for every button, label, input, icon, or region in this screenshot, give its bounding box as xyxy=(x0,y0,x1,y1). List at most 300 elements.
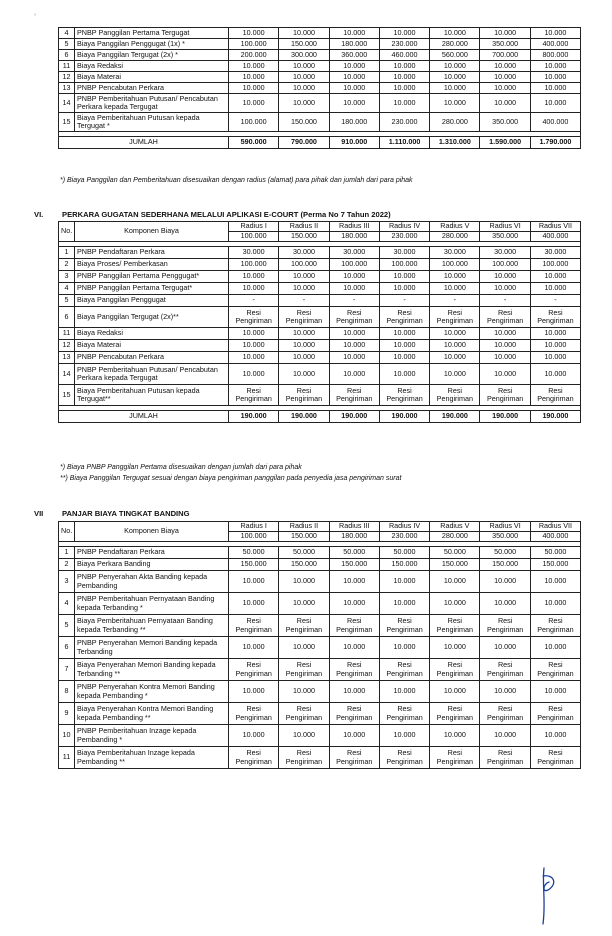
row-number: 12 xyxy=(59,340,75,352)
table-row xyxy=(59,703,581,725)
row-value: - xyxy=(480,295,530,307)
header-radius: Radius V xyxy=(430,222,480,232)
header-komponen: Komponen Biaya xyxy=(75,222,229,242)
row-number: 9 xyxy=(59,703,75,725)
row-value: 10.000 xyxy=(530,271,580,283)
table-header-row xyxy=(59,522,581,532)
fee-table-section-5 xyxy=(58,27,581,149)
row-value: 10.000 xyxy=(480,637,530,659)
header-radius-value: 150.000 xyxy=(279,232,329,242)
total-value: 190.000 xyxy=(329,411,379,423)
header-radius-value: 100.000 xyxy=(229,232,279,242)
row-value: 150.000 xyxy=(229,559,279,571)
row-number: 13 xyxy=(59,352,75,364)
row-value: 10.000 xyxy=(379,364,429,385)
row-komponen: PNBP Penyerahan Akta Banding kepada Pembanding xyxy=(75,571,229,593)
total-row xyxy=(59,137,581,149)
header-radius: Radius I xyxy=(229,522,279,532)
row-value: 10.000 xyxy=(229,593,279,615)
table-row xyxy=(59,352,581,364)
row-komponen: Biaya Proses/ Pemberkasan xyxy=(75,259,229,271)
row-value: 100.000 xyxy=(229,113,279,132)
row-number: 5 xyxy=(59,39,75,50)
header-radius-value: 280.000 xyxy=(430,232,480,242)
row-value: 10.000 xyxy=(329,681,379,703)
header-radius: Radius VII xyxy=(530,222,580,232)
row-komponen: Biaya Penyerahan Memori Banding kepada Terbanding ** xyxy=(75,659,229,681)
row-value: 50.000 xyxy=(379,547,429,559)
row-value: 800.000 xyxy=(530,50,580,61)
header-radius-value: 100.000 xyxy=(229,532,279,542)
row-value: 10.000 xyxy=(430,364,480,385)
row-value: Resi Pengiriman xyxy=(279,307,329,328)
row-komponen: Biaya Panggilan Penggugat xyxy=(75,295,229,307)
row-value: Resi Pengiriman xyxy=(530,659,580,681)
row-value: 10.000 xyxy=(430,61,480,72)
row-value: Resi Pengiriman xyxy=(480,307,530,328)
table-body xyxy=(59,28,581,149)
fee-table-section-6 xyxy=(58,221,581,423)
row-value: Resi Pengiriman xyxy=(229,307,279,328)
row-komponen: Biaya Panggilan Tergugat (2x) * xyxy=(75,50,229,61)
row-value: 10.000 xyxy=(279,94,329,113)
row-value: 10.000 xyxy=(379,681,429,703)
row-value: 30.000 xyxy=(530,247,580,259)
row-value: 350.000 xyxy=(480,39,530,50)
row-value: 10.000 xyxy=(430,340,480,352)
row-number: 13 xyxy=(59,83,75,94)
row-value: 10.000 xyxy=(329,72,379,83)
row-komponen: Biaya Pemberitahuan Inzage kepada Pembanding ** xyxy=(75,747,229,769)
header-radius-value: 280.000 xyxy=(430,532,480,542)
row-number: 6 xyxy=(59,50,75,61)
row-value: 10.000 xyxy=(379,94,429,113)
row-value: Resi Pengiriman xyxy=(329,703,379,725)
row-value: 10.000 xyxy=(480,593,530,615)
row-komponen: Biaya Pemberitahuan Putusan kepada Tergugat * xyxy=(75,113,229,132)
table-row xyxy=(59,364,581,385)
row-number: 4 xyxy=(59,593,75,615)
row-value: Resi Pengiriman xyxy=(229,385,279,406)
row-komponen: PNBP Pemberitahuan Putusan/ Pencabutan Perkara kepada Tergugat xyxy=(75,364,229,385)
row-value: 10.000 xyxy=(430,593,480,615)
row-value: 30.000 xyxy=(480,247,530,259)
row-value: Resi Pengiriman xyxy=(229,659,279,681)
row-komponen: PNBP Pencabutan Perkara xyxy=(75,352,229,364)
row-value: Resi Pengiriman xyxy=(329,659,379,681)
total-value: 190.000 xyxy=(430,411,480,423)
row-value: 10.000 xyxy=(480,328,530,340)
row-value: 30.000 xyxy=(279,247,329,259)
row-value: 230.000 xyxy=(379,113,429,132)
row-value: 10.000 xyxy=(329,593,379,615)
row-value: Resi Pengiriman xyxy=(329,615,379,637)
row-value: Resi Pengiriman xyxy=(229,703,279,725)
row-value: 10.000 xyxy=(379,593,429,615)
table-row xyxy=(59,83,581,94)
row-value: 10.000 xyxy=(279,637,329,659)
row-number: 14 xyxy=(59,94,75,113)
header-radius: Radius IV xyxy=(379,222,429,232)
row-value: 10.000 xyxy=(279,364,329,385)
row-value: Resi Pengiriman xyxy=(480,659,530,681)
row-number: 1 xyxy=(59,547,75,559)
row-komponen: PNBP Pendaftaran Perkara xyxy=(75,247,229,259)
row-value: 10.000 xyxy=(229,364,279,385)
table-row xyxy=(59,113,581,132)
header-radius: Radius VI xyxy=(480,222,530,232)
row-value: - xyxy=(379,295,429,307)
row-komponen: PNBP Pendaftaran Perkara xyxy=(75,547,229,559)
row-value: Resi Pengiriman xyxy=(279,385,329,406)
row-value: Resi Pengiriman xyxy=(279,659,329,681)
table-row xyxy=(59,571,581,593)
row-value: 50.000 xyxy=(329,547,379,559)
header-radius: Radius III xyxy=(329,222,379,232)
row-value: 10.000 xyxy=(279,352,329,364)
header-radius-value: 350.000 xyxy=(480,532,530,542)
row-value: 280.000 xyxy=(430,39,480,50)
row-value: 150.000 xyxy=(279,39,329,50)
table-row xyxy=(59,725,581,747)
header-radius-value: 230.000 xyxy=(379,232,429,242)
row-value: 10.000 xyxy=(530,83,580,94)
row-value: 10.000 xyxy=(430,637,480,659)
row-value: 10.000 xyxy=(530,593,580,615)
row-value: 50.000 xyxy=(480,547,530,559)
row-value: 10.000 xyxy=(229,94,279,113)
row-value: 100.000 xyxy=(530,259,580,271)
total-value: 1.790.000 xyxy=(530,137,580,149)
row-value: 10.000 xyxy=(379,72,429,83)
table-row xyxy=(59,94,581,113)
row-komponen: PNBP Pencabutan Perkara xyxy=(75,83,229,94)
table-row xyxy=(59,547,581,559)
row-value: 10.000 xyxy=(329,637,379,659)
footnote-1: *) Biaya PNBP Panggilan Pertama disesuaikan dengan jumlah dari para pihak xyxy=(60,464,302,471)
header-radius-value: 180.000 xyxy=(329,532,379,542)
row-number: 5 xyxy=(59,615,75,637)
row-value: 10.000 xyxy=(229,681,279,703)
row-value: - xyxy=(530,295,580,307)
header-radius: Radius I xyxy=(229,222,279,232)
table-row xyxy=(59,637,581,659)
row-value: 10.000 xyxy=(329,28,379,39)
row-value: 10.000 xyxy=(480,72,530,83)
row-value: 10.000 xyxy=(530,72,580,83)
row-value: 10.000 xyxy=(530,28,580,39)
row-value: 30.000 xyxy=(229,247,279,259)
row-value: 10.000 xyxy=(229,271,279,283)
row-value: Resi Pengiriman xyxy=(480,747,530,769)
row-value: 10.000 xyxy=(279,681,329,703)
row-value: 10.000 xyxy=(430,83,480,94)
row-value: 10.000 xyxy=(329,725,379,747)
row-value: Resi Pengiriman xyxy=(430,385,480,406)
header-radius-value: 180.000 xyxy=(329,232,379,242)
row-value: 10.000 xyxy=(480,28,530,39)
row-komponen: PNBP Penyerahan Kontra Memori Banding kepada Pembanding * xyxy=(75,681,229,703)
row-value: 100.000 xyxy=(329,259,379,271)
row-value: 10.000 xyxy=(430,328,480,340)
row-value: 10.000 xyxy=(430,681,480,703)
row-komponen: Biaya Pemberitahuan Pernyataan Banding kepada Terbanding ** xyxy=(75,615,229,637)
row-value: 10.000 xyxy=(279,571,329,593)
row-value: 400.000 xyxy=(530,39,580,50)
row-number: 4 xyxy=(59,283,75,295)
table-row xyxy=(59,615,581,637)
row-value: 10.000 xyxy=(379,271,429,283)
row-number: 6 xyxy=(59,637,75,659)
row-value: Resi Pengiriman xyxy=(430,307,480,328)
row-value: - xyxy=(229,295,279,307)
row-value: Resi Pengiriman xyxy=(279,615,329,637)
row-komponen: PNBP Pemberitahuan Pernyataan Banding kepada Terbanding * xyxy=(75,593,229,615)
total-label: JUMLAH xyxy=(59,137,229,149)
row-value: 10.000 xyxy=(229,571,279,593)
row-value: 100.000 xyxy=(379,259,429,271)
row-value: 10.000 xyxy=(480,83,530,94)
row-value: 10.000 xyxy=(279,725,329,747)
row-value: 10.000 xyxy=(530,571,580,593)
row-value: 700.000 xyxy=(480,50,530,61)
row-value: 10.000 xyxy=(329,340,379,352)
row-number: 10 xyxy=(59,725,75,747)
header-radius-value: 150.000 xyxy=(279,532,329,542)
row-value: 350.000 xyxy=(480,113,530,132)
signature-paraf xyxy=(534,866,564,926)
row-number: 5 xyxy=(59,295,75,307)
row-value: 10.000 xyxy=(229,28,279,39)
footnote-2: **) Biaya Panggilan Tergugat sesuai dengan biaya pengiriman panggilan pada penyedia jasa pengiriman surat xyxy=(60,475,402,482)
row-value: 50.000 xyxy=(279,547,329,559)
header-radius: Radius VII xyxy=(530,522,580,532)
row-value: 10.000 xyxy=(530,328,580,340)
table-row xyxy=(59,61,581,72)
row-value: 10.000 xyxy=(329,364,379,385)
row-value: 10.000 xyxy=(279,340,329,352)
row-value: 10.000 xyxy=(530,637,580,659)
row-value: 10.000 xyxy=(229,725,279,747)
row-value: 10.000 xyxy=(430,94,480,113)
row-value: 10.000 xyxy=(279,83,329,94)
row-value: 10.000 xyxy=(530,681,580,703)
row-value: 10.000 xyxy=(430,352,480,364)
row-number: 12 xyxy=(59,72,75,83)
header-radius: Radius IV xyxy=(379,522,429,532)
row-value: 10.000 xyxy=(279,61,329,72)
row-value: 10.000 xyxy=(530,725,580,747)
row-value: 10.000 xyxy=(530,283,580,295)
table-row xyxy=(59,28,581,39)
row-value: 50.000 xyxy=(229,547,279,559)
row-value: 10.000 xyxy=(329,271,379,283)
row-value: 10.000 xyxy=(379,352,429,364)
row-number: 8 xyxy=(59,681,75,703)
row-value: 10.000 xyxy=(480,340,530,352)
row-value: 10.000 xyxy=(480,94,530,113)
row-value: 10.000 xyxy=(480,352,530,364)
row-value: Resi Pengiriman xyxy=(530,385,580,406)
total-value: 190.000 xyxy=(530,411,580,423)
row-value: 150.000 xyxy=(329,559,379,571)
row-value: 10.000 xyxy=(430,271,480,283)
section-title: PANJAR BIAYA TINGKAT BANDING xyxy=(62,509,190,518)
row-value: 10.000 xyxy=(229,352,279,364)
row-value: Resi Pengiriman xyxy=(229,615,279,637)
row-value: 10.000 xyxy=(530,352,580,364)
row-komponen: Biaya Materai xyxy=(75,340,229,352)
row-number: 3 xyxy=(59,271,75,283)
row-value: Resi Pengiriman xyxy=(379,703,429,725)
row-value: 100.000 xyxy=(279,259,329,271)
row-value: Resi Pengiriman xyxy=(480,385,530,406)
header-radius: Radius II xyxy=(279,222,329,232)
row-number: 15 xyxy=(59,385,75,406)
total-value: 190.000 xyxy=(229,411,279,423)
row-value: 50.000 xyxy=(430,547,480,559)
row-value: 400.000 xyxy=(530,113,580,132)
header-radius-value: 230.000 xyxy=(379,532,429,542)
row-value: 10.000 xyxy=(379,340,429,352)
row-number: 1 xyxy=(59,247,75,259)
total-value: 1.590.000 xyxy=(480,137,530,149)
row-value: 50.000 xyxy=(530,547,580,559)
row-value: Resi Pengiriman xyxy=(329,307,379,328)
total-value: 1.110.000 xyxy=(379,137,429,149)
row-value: Resi Pengiriman xyxy=(379,385,429,406)
row-value: 10.000 xyxy=(329,352,379,364)
row-value: 10.000 xyxy=(329,283,379,295)
row-value: 10.000 xyxy=(279,283,329,295)
row-komponen: PNBP Pemberitahuan Inzage kepada Pembanding * xyxy=(75,725,229,747)
table-row xyxy=(59,247,581,259)
row-value: 10.000 xyxy=(229,61,279,72)
header-radius: Radius V xyxy=(430,522,480,532)
row-value: 360.000 xyxy=(329,50,379,61)
row-value: 10.000 xyxy=(329,94,379,113)
row-komponen: Biaya Pemberitahuan Putusan kepada Tergugat** xyxy=(75,385,229,406)
row-value: Resi Pengiriman xyxy=(279,747,329,769)
total-value: 590.000 xyxy=(229,137,279,149)
row-value: Resi Pengiriman xyxy=(530,703,580,725)
row-value: 10.000 xyxy=(229,340,279,352)
row-komponen: PNBP Panggilan Pertama Tergugat* xyxy=(75,283,229,295)
header-komponen: Komponen Biaya xyxy=(75,522,229,542)
row-value: 10.000 xyxy=(279,72,329,83)
row-number: 14 xyxy=(59,364,75,385)
row-number: 6 xyxy=(59,307,75,328)
row-value: Resi Pengiriman xyxy=(329,747,379,769)
row-value: 10.000 xyxy=(229,637,279,659)
row-value: 10.000 xyxy=(480,61,530,72)
row-value: - xyxy=(329,295,379,307)
total-label: JUMLAH xyxy=(59,411,229,423)
row-number: 2 xyxy=(59,559,75,571)
row-value: 10.000 xyxy=(430,571,480,593)
fee-table-section-7 xyxy=(58,521,581,769)
row-value: 10.000 xyxy=(279,593,329,615)
row-komponen: PNBP Penyerahan Memori Banding kepada Terbanding xyxy=(75,637,229,659)
row-value: 300.000 xyxy=(279,50,329,61)
row-value: 10.000 xyxy=(329,61,379,72)
row-value: 10.000 xyxy=(229,328,279,340)
row-value: 150.000 xyxy=(279,113,329,132)
row-value: 10.000 xyxy=(379,571,429,593)
row-value: - xyxy=(430,295,480,307)
row-value: 30.000 xyxy=(329,247,379,259)
row-value: 10.000 xyxy=(379,28,429,39)
row-value: 150.000 xyxy=(379,559,429,571)
row-komponen: PNBP Panggilan Pertama Tergugat xyxy=(75,28,229,39)
row-value: 100.000 xyxy=(430,259,480,271)
row-number: 11 xyxy=(59,747,75,769)
row-value: - xyxy=(279,295,329,307)
row-value: 150.000 xyxy=(480,559,530,571)
header-radius: Radius III xyxy=(329,522,379,532)
row-value: Resi Pengiriman xyxy=(480,615,530,637)
row-value: 100.000 xyxy=(229,39,279,50)
row-value: 10.000 xyxy=(530,364,580,385)
table-row xyxy=(59,681,581,703)
row-value: 10.000 xyxy=(229,283,279,295)
total-value: 190.000 xyxy=(379,411,429,423)
table-body xyxy=(59,222,581,423)
row-komponen: Biaya Perkara Banding xyxy=(75,559,229,571)
row-number: 11 xyxy=(59,328,75,340)
row-value: 560.000 xyxy=(430,50,480,61)
row-komponen: Biaya Redaksi xyxy=(75,328,229,340)
row-value: Resi Pengiriman xyxy=(480,703,530,725)
row-value: 10.000 xyxy=(530,340,580,352)
table-row xyxy=(59,271,581,283)
total-value: 910.000 xyxy=(329,137,379,149)
row-value: Resi Pengiriman xyxy=(329,385,379,406)
row-value: 180.000 xyxy=(329,39,379,50)
row-value: 10.000 xyxy=(329,571,379,593)
row-komponen: Biaya Materai xyxy=(75,72,229,83)
total-value: 790.000 xyxy=(279,137,329,149)
row-komponen: Biaya Panggilan Penggugat (1x) * xyxy=(75,39,229,50)
row-komponen: Biaya Redaksi xyxy=(75,61,229,72)
row-value: 180.000 xyxy=(329,113,379,132)
row-value: Resi Pengiriman xyxy=(379,615,429,637)
row-value: 10.000 xyxy=(379,83,429,94)
row-value: 10.000 xyxy=(379,283,429,295)
total-row xyxy=(59,411,581,423)
row-value: Resi Pengiriman xyxy=(279,703,329,725)
table-row xyxy=(59,39,581,50)
row-value: 460.000 xyxy=(379,50,429,61)
total-value: 190.000 xyxy=(480,411,530,423)
scan-mark: ° xyxy=(34,14,37,20)
row-value: 10.000 xyxy=(279,328,329,340)
row-value: 150.000 xyxy=(530,559,580,571)
table-row xyxy=(59,259,581,271)
row-value: 10.000 xyxy=(430,28,480,39)
section-title: PERKARA GUGATAN SEDERHANA MELALUI APLIKASI E-COURT (Perma No 7 Tahun 2022) xyxy=(62,210,391,219)
row-value: 10.000 xyxy=(480,725,530,747)
row-value: 10.000 xyxy=(430,725,480,747)
row-value: Resi Pengiriman xyxy=(379,307,429,328)
header-radius: Radius II xyxy=(279,522,329,532)
table-row xyxy=(59,659,581,681)
row-value: 100.000 xyxy=(229,259,279,271)
section-number: VII xyxy=(34,509,44,518)
row-value: 230.000 xyxy=(379,39,429,50)
row-number: 2 xyxy=(59,259,75,271)
total-value: 1.310.000 xyxy=(430,137,480,149)
